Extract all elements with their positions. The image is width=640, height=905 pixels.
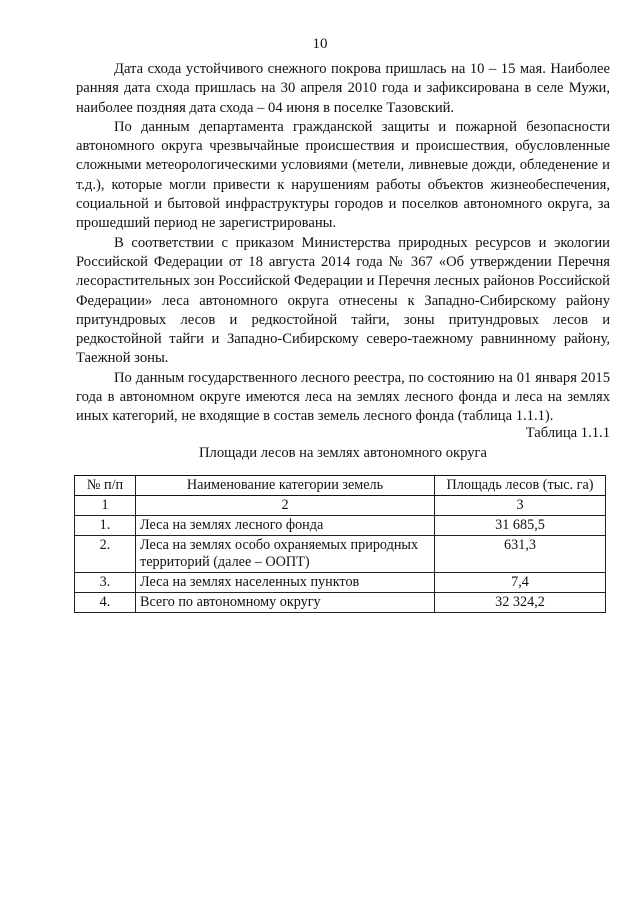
table-row <box>75 536 606 573</box>
table-index-row <box>75 496 606 516</box>
row-forest-area: 31 685,5 <box>435 516 606 536</box>
paragraph-emergencies: По данным департамента гражданской защиты и пожарной безопасности автономного округа чрезвычайные происшествия и происшествия, обусловленные сложными метеорологическими условиями (метели, ливневые дожди, обледенение и т.д.), которые могли привести к нарушениям работы объектов жизнеобеспечения, социальной и бытовой инфраструктуры городов и поселков автономного округа, за прошедший период не зарегистрированы. <box>76 118 610 232</box>
index-cell-num: 1 <box>75 496 136 516</box>
table-header-row <box>75 476 606 496</box>
row-num: 4. <box>75 593 136 613</box>
table-title: Площади лесов на землях автономного округа <box>199 445 487 461</box>
table-row <box>75 516 606 536</box>
row-forest-area: 32 324,2 <box>435 593 606 613</box>
row-forest-area: 631,3 <box>435 536 606 573</box>
table-row <box>75 573 606 593</box>
index-cell-name: 2 <box>136 496 435 516</box>
header-forest-area: Площадь лесов (тыс. га) <box>435 476 606 496</box>
body-text <box>76 60 610 427</box>
index-cell-area: 3 <box>435 496 606 516</box>
row-num: 2. <box>75 536 136 573</box>
paragraph-forest-zones: В соответствии с приказом Министерства природных ресурсов и экологии Российской Федерации от 18 августа 2014 года № 367 «Об утверждении Перечня лесорастительных зон Российской Федерации и Перечня лесных районов Российской Федерации» леса автономного округа отнесены к Западно-Сибирскому району притундровых лесов и редкостойной тайги, зоны притундровых лесов и редкостойной тайги и Западно-Сибирскому северо-таежному равнинному району, Таежной зоны. <box>76 234 610 367</box>
row-land-category: Леса на землях лесного фонда <box>136 516 435 536</box>
row-forest-area: 7,4 <box>435 573 606 593</box>
table-number-label: Таблица 1.1.1 <box>525 425 610 441</box>
header-land-category: Наименование категории земель <box>136 476 435 496</box>
row-land-category: Леса на землях населенных пунктов <box>136 573 435 593</box>
page-number: 10 <box>312 36 328 52</box>
row-num: 1. <box>75 516 136 536</box>
paragraph-snow-melt: Дата схода устойчивого снежного покрова пришлась на 10 – 15 мая. Наиболее ранняя дата схода пришлась на 30 апреля 2010 года и зафиксирована в селе Мужи, наиболее поздняя дата схода – 04 июня в поселке Тазовский. <box>76 61 610 116</box>
row-land-category: Всего по автономному округу <box>136 593 435 613</box>
forest-area-table <box>74 475 606 613</box>
table-row <box>75 593 606 613</box>
paragraph-forest-registry: По данным государственного лесного реестра, по состоянию на 01 января 2015 года в автономном округе имеются леса на землях лесного фонда и леса на землях иных категорий, не входящие в состав земель лесного фонда (таблица 1.1.1). <box>76 369 610 425</box>
row-land-category: Леса на землях особо охраняемых природных территорий (далее – ООПТ) <box>136 536 435 573</box>
header-num: № п/п <box>75 476 136 496</box>
row-num: 3. <box>75 573 136 593</box>
